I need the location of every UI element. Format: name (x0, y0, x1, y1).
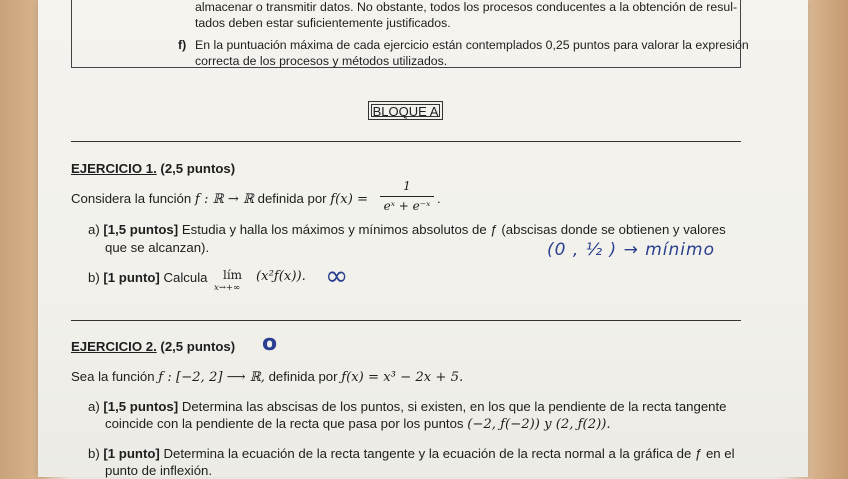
ex1-frac-den: eˣ + e⁻ˣ (383, 199, 431, 213)
ex2-points: (2,5 puntos) (160, 339, 236, 354)
instruction-f-marker: f) (178, 38, 187, 52)
ex2-a-text1: Determina las abscisas de los puntos, si existen, en los que la pendiente de la recta tangente (181, 399, 727, 414)
ex1-b-lim: lím (223, 268, 243, 282)
divider-top (71, 141, 741, 142)
ex2-a-line1 (88, 398, 727, 415)
ex1-b-points: [1 punto] (103, 270, 160, 285)
handwritten-answer-b: ∞ (325, 259, 349, 292)
ex1-a-line1 (88, 221, 726, 238)
ex2-statement-func: ƒ : [−2, 2] ⟶ ℝ, (158, 370, 265, 385)
ex1-statement-mid: definida por (257, 191, 327, 206)
ex2-b-points: [1 punto] (103, 446, 160, 461)
ex2-b-text1: Determina la ecuación de la recta tangente y la ecuación de la recta normal a la gráfica de ƒ en el (163, 446, 735, 461)
ex1-heading: EJERCICIO 1. (71, 161, 157, 176)
ex1-b-lim-sub: x→+∞ (214, 283, 241, 293)
ex2-a-line2 (105, 415, 611, 433)
ex2-heading: EJERCICIO 2. (71, 339, 157, 354)
instruction-f-line2: correcta de los procesos y métodos utilizados. (195, 54, 448, 68)
ex1-a-marker: a) (88, 222, 100, 237)
ex1-a-line2: que se alcanzan). (105, 240, 210, 255)
ex1-b-marker: b) (88, 270, 100, 285)
ex2-a-line2-math: (−2, ƒ(−2)) y (2, ƒ(2)). (467, 417, 611, 432)
ex1-statement-lhs: f(x) = (330, 192, 369, 207)
block-title-box (368, 101, 443, 120)
ex2-b-line1 (88, 445, 735, 462)
block-title: BLOQUE A (372, 104, 439, 119)
ex2-b-marker: b) (88, 446, 100, 461)
handwritten-answer-a: (0 , ½ ) → mínimo (547, 240, 715, 260)
ex1-a-points: [1,5 puntos] (103, 222, 179, 237)
instruction-e-line1: almacenar o transmitir datos. No obstante, todos los procesos conducentes a la obtención de resul- (195, 0, 738, 14)
divider-middle (71, 320, 741, 321)
ex1-statement-prefix: Considera la función (71, 191, 192, 206)
ex2-header (71, 338, 235, 355)
ex2-a-line2-prefix: coincide con la pendiente de la recta que pasa por los puntos (105, 416, 464, 431)
ex1-statement (71, 190, 368, 208)
instruction-f-line1: En la puntuación máxima de cada ejercicio están contemplados 0,25 puntos para valorar la expresión (195, 38, 749, 52)
ex1-b-text: Calcula (163, 270, 208, 285)
ex2-statement-prefix: Sea la función (71, 369, 155, 384)
handwritten-mark-ex2: o (262, 331, 278, 356)
ex1-period: . (437, 191, 441, 206)
ex2-statement (71, 368, 463, 386)
ex1-frac-num: 1 (403, 179, 411, 193)
ex2-statement-expr: ƒ(x) = x³ − 2x + 5. (341, 370, 464, 385)
ex2-a-points: [1,5 puntos] (103, 399, 179, 414)
ex2-b-line2: punto de inflexión. (105, 463, 213, 478)
ex1-points: (2,5 puntos) (160, 161, 236, 176)
ex2-statement-mid: definida por (268, 369, 338, 384)
ex1-statement-func: f : ℝ → ℝ (194, 192, 254, 207)
ex1-b-line (88, 269, 207, 286)
instruction-e-line2: tados deben estar suficientemente justificados. (195, 16, 451, 30)
ex1-b-expr: (x²ƒ(x)). (256, 269, 306, 284)
ex1-a-text1: Estudia y halla los máximos y mínimos absolutos de ƒ (abscisas donde se obtienen y valores (181, 222, 726, 237)
ex1-frac-bar (380, 196, 434, 197)
ex2-a-marker: a) (88, 399, 100, 414)
ex1-header (71, 160, 235, 177)
